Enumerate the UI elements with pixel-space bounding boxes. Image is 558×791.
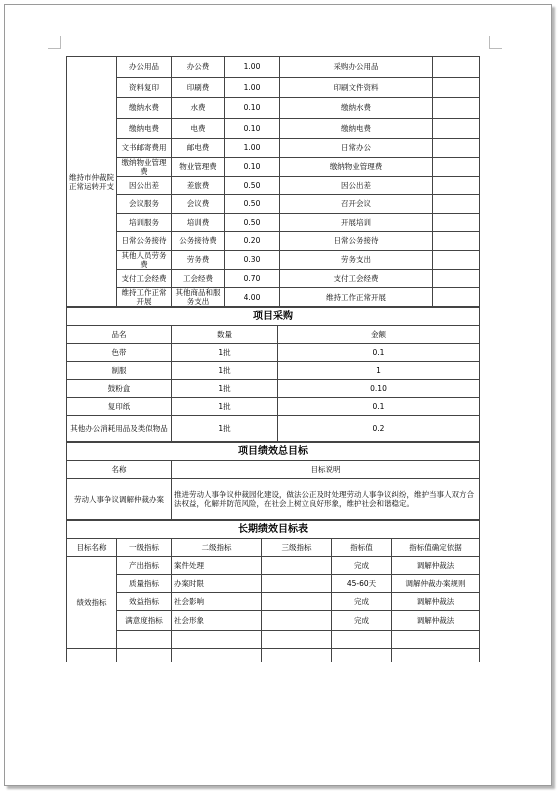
level2-indicator: 社会形象 [172, 611, 262, 631]
budget-item: 因公出差 [117, 176, 172, 195]
indicator-value: 完成 [332, 611, 392, 631]
long-term-bottom-row [67, 649, 480, 663]
budget-category: 差旅费 [172, 176, 225, 195]
procurement-row [67, 362, 480, 380]
budget-note [433, 250, 480, 269]
budget-item: 支付工会经费 [117, 269, 172, 288]
budget-item: 其他人员劳务费 [117, 250, 172, 269]
procurement-item-amount: 0.1 [278, 344, 480, 362]
budget-row [67, 157, 480, 176]
budget-category: 其他商品和服务支出 [172, 288, 225, 307]
budget-table [66, 56, 480, 307]
budget-group-label: 维持市仲裁院正常运转开支 [67, 57, 117, 307]
budget-note [433, 118, 480, 139]
budget-item: 办公用品 [117, 57, 172, 78]
procurement-row [67, 416, 480, 442]
goal-header-description: 目标说明 [172, 461, 480, 479]
procurement-item-amount: 1 [278, 362, 480, 380]
budget-note [433, 98, 480, 119]
budget-row [67, 195, 480, 214]
long-term-column-header: 指标值确定依据 [392, 539, 480, 557]
budget-purpose: 印刷文件资料 [280, 77, 433, 98]
budget-amount: 0.50 [225, 176, 280, 195]
budget-category: 物业管理费 [172, 157, 225, 176]
budget-purpose: 日常公务接待 [280, 232, 433, 251]
level3-indicator [262, 593, 332, 611]
level2-indicator: 社会影响 [172, 593, 262, 611]
long-term-row [67, 611, 480, 631]
budget-row [67, 98, 480, 119]
level2-indicator: 办案时限 [172, 575, 262, 593]
budget-category: 劳务费 [172, 250, 225, 269]
procurement-item-qty: 1批 [172, 344, 278, 362]
crop-mark-top-left [48, 36, 61, 49]
budget-note [433, 269, 480, 288]
budget-row [67, 139, 480, 158]
level1-indicator: 效益指标 [117, 593, 172, 611]
budget-purpose: 日常办公 [280, 139, 433, 158]
procurement-item-qty: 1批 [172, 416, 278, 442]
long-term-column-header: 一级指标 [117, 539, 172, 557]
long-term-target-name: 绩效指标 [67, 557, 117, 649]
indicator-value: 45-60天 [332, 575, 392, 593]
budget-amount: 0.10 [225, 98, 280, 119]
level3-indicator [262, 575, 332, 593]
budget-sheet [66, 56, 479, 662]
procurement-table [66, 307, 480, 442]
budget-purpose: 缴纳物业管理费 [280, 157, 433, 176]
budget-amount: 1.00 [225, 139, 280, 158]
long-term-column-header: 目标名称 [67, 539, 117, 557]
column-header-qty: 数量 [172, 326, 278, 344]
budget-note [433, 139, 480, 158]
budget-amount: 0.30 [225, 250, 280, 269]
procurement-item-amount: 0.1 [278, 398, 480, 416]
budget-amount: 0.20 [225, 232, 280, 251]
budget-purpose: 采购办公用品 [280, 57, 433, 78]
budget-row [67, 57, 480, 78]
long-term-empty-row [67, 631, 480, 649]
budget-note [433, 157, 480, 176]
level1-indicator: 产出指标 [117, 557, 172, 575]
budget-amount: 4.00 [225, 288, 280, 307]
budget-item: 资料复印 [117, 77, 172, 98]
budget-row [67, 250, 480, 269]
budget-category: 印刷费 [172, 77, 225, 98]
procurement-item-qty: 1批 [172, 398, 278, 416]
budget-note [433, 232, 480, 251]
budget-note [433, 176, 480, 195]
long-term-goal-table [66, 520, 480, 662]
procurement-item-amount: 0.10 [278, 380, 480, 398]
indicator-basis: 调解仲裁法 [392, 593, 480, 611]
budget-item: 日常公务接待 [117, 232, 172, 251]
budget-amount: 1.00 [225, 57, 280, 78]
budget-category: 邮电费 [172, 139, 225, 158]
budget-amount: 0.10 [225, 118, 280, 139]
budget-note [433, 57, 480, 78]
budget-item: 文书邮寄费用 [117, 139, 172, 158]
budget-item: 培训服务 [117, 213, 172, 232]
budget-purpose: 支付工会经费 [280, 269, 433, 288]
indicator-basis: 调解仲裁办案规则 [392, 575, 480, 593]
budget-row [67, 213, 480, 232]
budget-purpose: 因公出差 [280, 176, 433, 195]
procurement-title: 项目采购 [67, 308, 480, 326]
long-term-row [67, 557, 480, 575]
budget-note [433, 213, 480, 232]
column-header-name: 品名 [67, 326, 172, 344]
procurement-item-qty: 1批 [172, 362, 278, 380]
long-term-column-header: 指标值 [332, 539, 392, 557]
level1-indicator: 满意度指标 [117, 611, 172, 631]
budget-amount: 0.10 [225, 157, 280, 176]
budget-item: 会议服务 [117, 195, 172, 214]
budget-category: 公务接待费 [172, 232, 225, 251]
budget-category: 水费 [172, 98, 225, 119]
budget-category: 会议费 [172, 195, 225, 214]
budget-purpose: 开展培训 [280, 213, 433, 232]
long-term-title: 长期绩效目标表 [67, 521, 480, 539]
crop-mark-top-right [489, 36, 502, 49]
performance-goal-table [66, 442, 480, 520]
level3-indicator [262, 557, 332, 575]
procurement-row [67, 380, 480, 398]
level1-indicator: 质量指标 [117, 575, 172, 593]
level2-indicator: 案件处理 [172, 557, 262, 575]
budget-note [433, 77, 480, 98]
procurement-row [67, 398, 480, 416]
long-term-row [67, 575, 480, 593]
budget-purpose: 缴纳水费 [280, 98, 433, 119]
budget-category: 电费 [172, 118, 225, 139]
indicator-value: 完成 [332, 593, 392, 611]
budget-purpose: 劳务支出 [280, 250, 433, 269]
procurement-item-name: 其他办公消耗用品及类似物品 [67, 416, 172, 442]
procurement-item-amount: 0.2 [278, 416, 480, 442]
procurement-item-name: 鼓粉盒 [67, 380, 172, 398]
budget-note [433, 195, 480, 214]
procurement-item-name: 复印纸 [67, 398, 172, 416]
long-term-column-header: 二级指标 [172, 539, 262, 557]
budget-category: 培训费 [172, 213, 225, 232]
budget-row [67, 232, 480, 251]
budget-amount: 0.70 [225, 269, 280, 288]
budget-row [67, 269, 480, 288]
budget-item: 缴纳电费 [117, 118, 172, 139]
budget-purpose: 维持工作正常开展 [280, 288, 433, 307]
budget-amount: 0.50 [225, 195, 280, 214]
budget-item: 维持工作正常开展 [117, 288, 172, 307]
column-header-amount: 金额 [278, 326, 480, 344]
budget-item: 缴纳水费 [117, 98, 172, 119]
level3-indicator [262, 611, 332, 631]
budget-category: 办公费 [172, 57, 225, 78]
budget-category: 工会经费 [172, 269, 225, 288]
goal-name: 劳动人事争议调解仲裁办案 [67, 479, 172, 520]
budget-note [433, 288, 480, 307]
budget-amount: 0.50 [225, 213, 280, 232]
budget-purpose: 缴纳电费 [280, 118, 433, 139]
indicator-basis: 调解仲裁法 [392, 557, 480, 575]
budget-amount: 1.00 [225, 77, 280, 98]
budget-row [67, 288, 480, 307]
procurement-item-name: 色带 [67, 344, 172, 362]
budget-item: 缴纳物业管理费 [117, 157, 172, 176]
goal-header-name: 名称 [67, 461, 172, 479]
procurement-row [67, 344, 480, 362]
goal-description: 推进劳动人事争议仲裁园化建设，做法公正及时处理劳动人事争议纠纷，维护当事人双方合法权益，化解并防范风险，在社会上树立良好形象，维护社会和谐稳定。 [172, 479, 480, 520]
long-term-column-header: 三级指标 [262, 539, 332, 557]
budget-row [67, 176, 480, 195]
performance-goal-title: 项目绩效总目标 [67, 443, 480, 461]
budget-row [67, 118, 480, 139]
indicator-basis: 调解仲裁法 [392, 611, 480, 631]
long-term-row [67, 593, 480, 611]
procurement-item-name: 制服 [67, 362, 172, 380]
budget-row [67, 77, 480, 98]
indicator-value: 完成 [332, 557, 392, 575]
procurement-item-qty: 1批 [172, 380, 278, 398]
budget-purpose: 召开会议 [280, 195, 433, 214]
